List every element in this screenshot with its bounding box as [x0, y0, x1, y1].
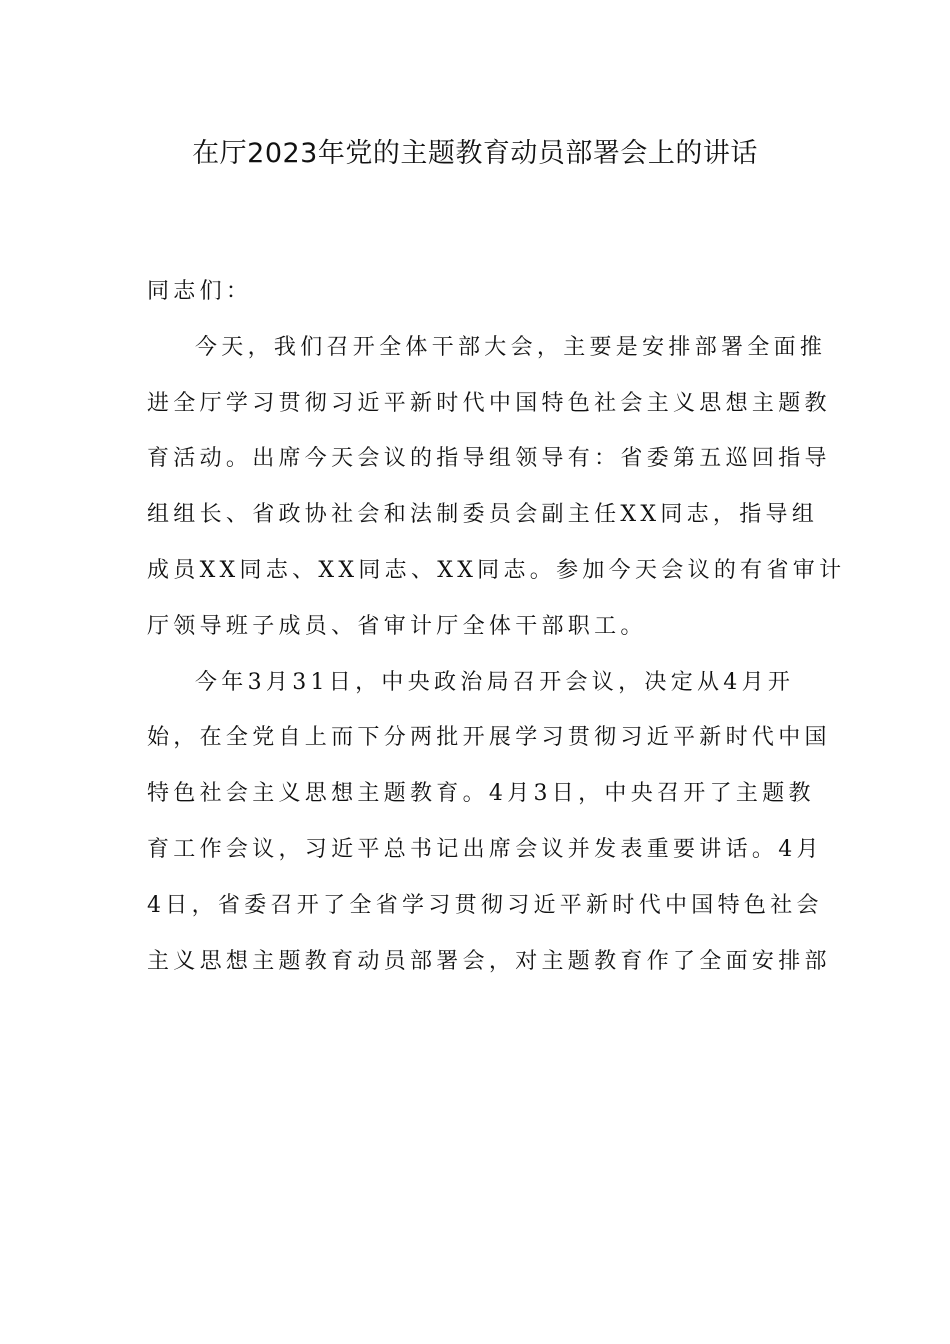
paragraph-line: 进全厅学习贯彻习近平新时代中国特色社会主义思想主题教 — [147, 390, 831, 416]
greeting: 同志们： — [147, 279, 253, 304]
paragraph-2 — [147, 655, 831, 990]
paragraph-1 — [147, 320, 846, 655]
paragraph-line: 育活动。出席今天会议的指导组领导有：省委第五巡回指导 — [147, 446, 831, 472]
paragraph-line: 4日，省委召开了全省学习贯彻习近平新时代中国特色社会 — [147, 892, 823, 918]
paragraph-line: 今天，我们召开全体干部大会，主要是安排部署全面推 — [195, 334, 827, 360]
paragraph-line: 组组长、省政协社会和法制委员会副主任XX同志，指导组 — [147, 502, 819, 528]
paragraph-line: 成员XX同志、XX同志、XX同志。参加今天会议的有省审计 — [147, 557, 846, 583]
paragraph-line: 主义思想主题教育动员部署会，对主题教育作了全面安排部 — [147, 948, 831, 974]
paragraph-line: 厅领导班子成员、省审计厅全体干部职工。 — [147, 613, 647, 639]
document-title: 在厅2023年党的主题教育动员部署会上的讲话 — [192, 138, 758, 169]
paragraph-line: 始，在全党自上而下分两批开展学习贯彻习近平新时代中国 — [147, 725, 831, 751]
paragraph-line: 特色社会主义思想主题教育。4月3日，中央召开了主题教 — [147, 781, 815, 807]
paragraph-line: 育工作会议，习近平总书记出席会议并发表重要讲话。4月 — [147, 836, 823, 862]
document-body — [147, 264, 846, 989]
paragraph-line: 今年3月31日，中央政治局召开会议，决定从4月开 — [195, 669, 795, 695]
